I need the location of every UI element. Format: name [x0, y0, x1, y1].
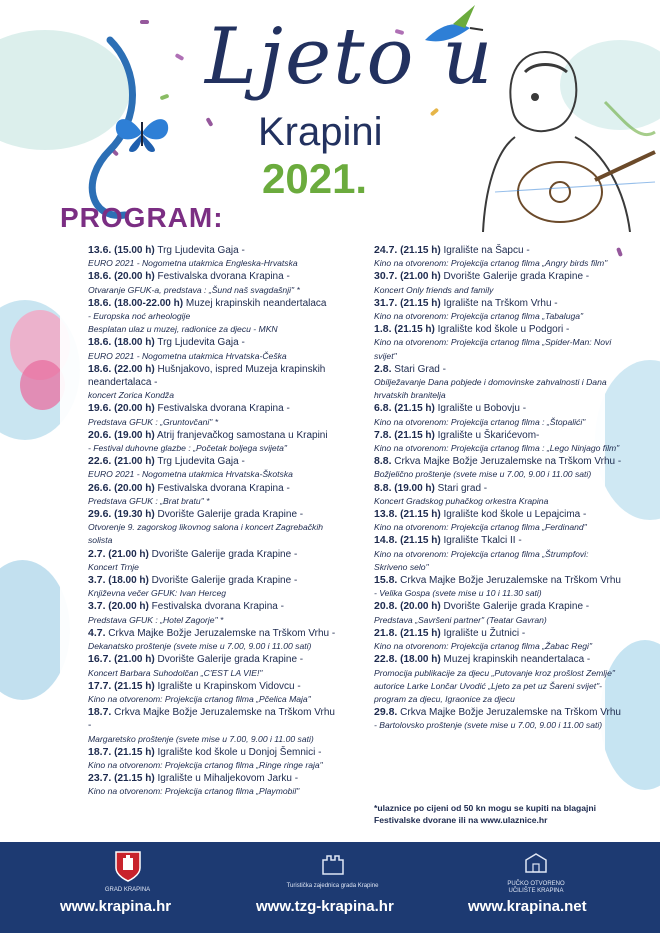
event-time: (21.15 h) [114, 746, 155, 758]
tzg-logo [285, 850, 380, 890]
event-place: Muzej krapinskih neandertalaca [185, 297, 327, 309]
event-place: Festivalska dvorana Krapina - [157, 271, 290, 283]
title-year: 2021. [262, 155, 368, 202]
program-event [374, 244, 624, 270]
event-description: Obilježavanje Dana pobjede i domovinske zahvalnosti i Dana hrvatskih branitelja [374, 377, 607, 401]
event-place: Igralište u Bobovju - [437, 403, 527, 415]
event-date: 18.6. [88, 362, 112, 375]
event-time: (21.15 h) [400, 509, 441, 521]
link-krapina-hr[interactable]: www.krapina.hr [60, 898, 172, 915]
event-place: Crkva Majke Božje Jeruzalemske na Trškom Vrhu [400, 707, 621, 719]
event-time: (19.00 h) [394, 482, 435, 494]
poster-header [0, 0, 660, 240]
event-time: (18.00 h) [400, 654, 441, 666]
event-date: 26.6. [88, 481, 112, 494]
event-date: 1.8. [374, 323, 392, 336]
event-heading [374, 535, 522, 546]
event-place: Atrij franjevačkog samostana u Krapini [156, 429, 328, 441]
program-event [88, 270, 338, 296]
event-heading [374, 601, 589, 612]
event-time: (20.00 h) [114, 403, 155, 415]
event-date: 20.6. [88, 428, 112, 441]
event-place: Dvorište Galerije grada Krapine - [151, 548, 298, 560]
program-event [374, 429, 624, 455]
event-time: (21.15 h) [114, 773, 155, 785]
program-event [88, 363, 338, 403]
event-heading [88, 298, 327, 309]
event-time: (20.00 h) [108, 601, 149, 613]
program-event [374, 653, 624, 706]
event-time: (21.15 h) [400, 535, 441, 547]
event-date: 8.8. [374, 481, 392, 494]
event-heading [374, 271, 589, 282]
event-description: Predstava GFUK : „Hotel Zagorje" * [88, 614, 224, 625]
event-description: koncert Zorica Kondža [88, 390, 174, 401]
program-event [374, 323, 624, 363]
event-heading [374, 430, 539, 441]
event-time: (15.00 h) [114, 245, 155, 256]
program-event [88, 706, 338, 746]
event-place: Igralište u Žutnici - [443, 627, 526, 639]
event-heading [88, 364, 325, 388]
event-time: (21.00 h) [114, 654, 155, 666]
event-place: Igralište kod škole u Lepajcima - [443, 509, 587, 521]
flower-pink [20, 360, 65, 410]
logo-caption-grad: GRAD KRAPINA [104, 887, 151, 893]
event-date: 4.7. [88, 626, 106, 639]
event-heading [88, 707, 335, 731]
event-heading [88, 430, 328, 441]
event-place: Trg Ljudevita Gaja - [157, 456, 245, 468]
program-column-left [88, 244, 338, 799]
event-time: (19.30 h) [114, 509, 155, 521]
event-description: Kino na otvorenom: Projekcija crtanog filma „Štrumpfovi: Skriveno selo" [374, 548, 589, 572]
program-event [88, 680, 338, 706]
event-time: (20.00 h) [114, 271, 155, 283]
event-description: Kino na otvorenom: Projekcija crtanog filma : „Štopalići" [374, 416, 586, 427]
event-place: Stari Grad - [394, 363, 446, 375]
event-place: Crkva Majke Božje Jeruzalemske na Trškom Vrhu - [394, 456, 622, 468]
program-event [88, 244, 338, 270]
event-date: 8.8. [374, 455, 392, 468]
logo-caption-tzg: Turistička zajednica grada Krapine [286, 883, 379, 889]
program-event [88, 746, 338, 772]
event-time: (21.15 h) [400, 297, 441, 309]
program-event [374, 600, 624, 626]
event-heading [88, 681, 301, 692]
event-heading [374, 245, 530, 256]
event-place: Dvorište Galerije grada Krapine - [443, 271, 590, 283]
program-event [88, 336, 338, 362]
event-heading [88, 509, 303, 520]
event-description: Kino na otvorenom: Projekcija crtanog filma „Spider-Man: Novi svijet" [374, 337, 612, 361]
event-place: Hušnjakovo, ispred Muzeja krapinskih neandertalaca - [88, 363, 326, 389]
grad-krapina-logo [90, 850, 165, 894]
program-event [88, 482, 338, 508]
event-description: Književna večer GFUK: Ivan Herceg [88, 588, 227, 599]
program-event [374, 482, 624, 508]
event-heading [374, 298, 558, 309]
event-date: 21.8. [374, 626, 398, 639]
event-heading [374, 456, 621, 467]
event-description: Kino na otvorenom: Projekcija crtanog filma „Tabaluga" [374, 311, 584, 322]
event-description: Kino na otvorenom: Projekcija crtanog filma „Ringe ringe raja" [88, 759, 323, 770]
event-place: Igralište u Mihaljekovom Jarku - [157, 773, 299, 785]
event-date: 18.7. [88, 706, 112, 719]
event-date: 3.7. [88, 600, 106, 613]
event-heading [88, 403, 290, 414]
event-description: Margaretsko proštenje (svete mise u 7.00, 9.00 i 11.00 sati) [88, 733, 314, 744]
event-time: (21.00 h) [400, 271, 441, 283]
event-heading [88, 628, 335, 639]
event-description: Koncert Gradskog puhačkog orkestra Krapina [374, 495, 549, 506]
program-event [374, 297, 624, 323]
event-date: 13.8. [374, 508, 398, 521]
event-description: Predstava GFUK : „Gruntovčani" * [88, 416, 219, 427]
program-heading: PROGRAM: [60, 202, 224, 233]
program-event [88, 600, 338, 626]
event-description: Kino na otvorenom: Projekcija crtanog filma „Pčelica Maja" [88, 693, 311, 704]
event-time: (21.00 h) [108, 548, 149, 560]
event-date: 23.7. [88, 772, 112, 785]
event-date: 2.7. [88, 547, 106, 560]
program-event [88, 402, 338, 428]
event-description: EURO 2021 - Nogometna utakmica Hrvatska-Češka [88, 350, 287, 361]
program-event [88, 455, 338, 481]
event-place: Crkva Majke Božje Jeruzalemske na Trškom Vrhu [400, 575, 621, 587]
event-date: 3.7. [88, 574, 106, 587]
event-place: Muzej krapinskih neandertalaca - [443, 654, 591, 666]
event-place: Trg Ljudevita Gaja - [157, 337, 245, 349]
event-description: Kino na otvorenom: Projekcija crtanog filma „Angry birds film" [374, 258, 608, 269]
event-date: 18.7. [88, 745, 112, 758]
event-heading [374, 324, 569, 335]
event-date: 22.8. [374, 653, 398, 666]
program-event [88, 653, 338, 679]
event-description: Koncert Only friends and family [374, 284, 494, 295]
event-date: 18.6. [88, 336, 112, 349]
event-description: Predstava „Savršeni partner" (Teatar Gavran) [374, 614, 547, 625]
program-event [374, 574, 624, 600]
event-date: 17.7. [88, 679, 112, 692]
event-description: - Bartolovsko proštenje (svete mise u 7.00, 9.00 i 11.00 sati) [374, 720, 603, 731]
event-heading [88, 575, 297, 586]
event-date: 2.8. [374, 362, 392, 375]
program-event [374, 455, 624, 481]
event-date: 31.7. [374, 296, 398, 309]
event-date: 24.7. [374, 244, 398, 256]
event-date: 16.7. [88, 653, 112, 666]
event-place: Festivalska dvorana Krapina - [151, 601, 284, 613]
pou-logo [505, 850, 567, 895]
event-place: Stari grad - [437, 482, 488, 494]
title-ljeto-u: Ljeto u [205, 12, 495, 102]
event-description: Promocija publikacije za djecu „Putovanje kroz prošlost Zemlje" autorice Larke Lončar Uvodić „Ljeto za pet uz Šareni svijet"- program za djecu, Igraonice za djecu [374, 667, 615, 704]
event-date: 6.8. [374, 402, 392, 415]
event-time: (18.00 h) [114, 337, 155, 349]
event-heading [374, 707, 621, 718]
event-place: Trg Ljudevita Gaja - [157, 245, 245, 256]
event-heading [374, 575, 621, 586]
program-event [88, 508, 338, 548]
event-time: (19.00 h) [114, 429, 155, 441]
event-time: (21.15 h) [400, 245, 441, 256]
event-time: (21.15 h) [394, 324, 435, 336]
event-description: Otvaranje GFUK-a, predstava : „Šund naš svagdašnji" * [88, 284, 300, 295]
event-time: (20.00 h) [400, 601, 441, 613]
event-description: - Festival duhovne glazbe : „Početak boljega svijeta" [88, 443, 287, 454]
event-description: Božjelično proštenje (svete mise u 7.00, 9.00 i 11.00 sati) [374, 469, 592, 480]
event-place: Festivalska dvorana Krapina - [157, 403, 290, 415]
event-description: Kino na otvorenom: Projekcija crtanog filma : „Lego Ninjago film" [374, 443, 620, 454]
program-event [374, 627, 624, 653]
event-time: (22.00 h) [114, 363, 155, 375]
event-place: Dvorište Galerije grada Krapine - [157, 509, 304, 521]
program-event [88, 323, 338, 336]
program-event [88, 627, 338, 653]
program-event [374, 534, 624, 574]
event-time: (21.00 h) [114, 456, 155, 468]
event-heading [88, 271, 290, 282]
event-heading [88, 337, 245, 348]
event-date: 19.6. [88, 402, 112, 415]
event-description: Predstava GFUK : „Brat bratu" * [88, 495, 210, 506]
event-description: EURO 2021 - Nogometna utakmica Hrvatska-Škotska [88, 469, 293, 480]
coat-of-arms-icon [114, 850, 142, 882]
event-heading [374, 403, 526, 414]
event-description: - Velika Gospa (svete mise u 10 i 11.30 sati) [374, 588, 542, 599]
event-description: EURO 2021 - Nogometna utakmica Engleska-Hrvatska [88, 258, 298, 269]
event-description: Dekanatsko proštenje (svete mise u 7.00, 9.00 i 11.00 sati) [88, 641, 312, 652]
event-heading [374, 364, 446, 375]
event-heading [88, 654, 303, 665]
event-place: Dvorište Galerije grada Krapine - [443, 601, 590, 613]
event-date: 15.8. [374, 574, 398, 587]
event-description: Kino na otvorenom: Projekcija crtanog filma „Žabac Regi" [374, 641, 592, 652]
event-place: Igralište na Šapcu - [443, 245, 530, 256]
castle-icon [319, 850, 347, 878]
link-krapina-net[interactable]: www.krapina.net [468, 898, 587, 915]
event-heading [88, 601, 284, 612]
event-place: Dvorište Galerije grada Krapine - [151, 575, 298, 587]
event-date: 14.8. [374, 534, 398, 547]
program-column-right [374, 244, 624, 733]
event-place: Igralište kod škole u Donjoj Šemnici - [157, 746, 322, 758]
event-date: 18.6. [88, 296, 112, 309]
program-event [374, 270, 624, 296]
event-time: (21.15 h) [400, 627, 441, 639]
event-date: 20.8. [374, 600, 398, 613]
event-date: 22.6. [88, 455, 112, 468]
program-event [88, 429, 338, 455]
event-heading [88, 456, 245, 467]
event-heading [374, 509, 586, 520]
building-icon [523, 850, 549, 876]
event-heading [88, 245, 245, 256]
event-heading [88, 549, 297, 560]
program-event [374, 508, 624, 534]
event-heading [88, 747, 321, 758]
event-description: Kino na otvorenom: Projekcija crtanog filma „Ferdinand" [374, 522, 587, 533]
event-place: Festivalska dvorana Krapina - [157, 482, 290, 494]
event-description: Kino na otvorenom: Projekcija crtanog filma „Playmobil" [88, 786, 300, 797]
event-date: 29.8. [374, 706, 398, 719]
logo-caption-pou: PUČKO OTVORENO UČILIŠTE KRAPINA [507, 881, 565, 894]
event-place: Crkva Majke Božje Jeruzalemske na Trškom Vrhu - [88, 707, 335, 732]
event-place: Igralište u Škarićevom- [437, 429, 540, 441]
event-description: Besplatan ulaz u muzej, radionice za djecu - MKN [88, 324, 278, 335]
event-time: (21.15 h) [114, 680, 155, 692]
link-tzg-krapina-hr[interactable]: www.tzg-krapina.hr [256, 898, 394, 915]
event-heading [374, 628, 525, 639]
program-event [88, 574, 338, 600]
event-place: Crkva Majke Božje Jeruzalemske na Trškom Vrhu - [108, 627, 336, 639]
event-place: Igralište Tkalci II - [443, 535, 522, 547]
event-time: (20.00 h) [114, 482, 155, 494]
event-description: - Europska noć arheologije [88, 311, 191, 322]
event-date: 7.8. [374, 428, 392, 441]
event-heading [88, 483, 290, 494]
program-panel [60, 236, 622, 836]
program-event [88, 548, 338, 574]
footer-bar [0, 842, 660, 933]
program-event [374, 402, 624, 428]
event-date: 30.7. [374, 270, 398, 283]
event-date: 13.6. [88, 244, 112, 256]
title-krapini: Krapini [258, 110, 383, 154]
program-event [88, 297, 338, 323]
event-heading [374, 483, 487, 494]
event-date: 18.6. [88, 270, 112, 283]
event-heading [374, 654, 590, 665]
event-place: Igralište u Krapinskom Vidovcu - [157, 680, 301, 692]
event-time: (18.00-22.00 h) [114, 297, 184, 309]
ticket-note: *ulaznice po cijeni od 50 kn mogu se kupiti na blagajni Festivalske dvorane ili na www.ulaznice.hr [374, 803, 597, 825]
program-event [374, 706, 624, 732]
event-place: Dvorište Galerije grada Krapine - [157, 654, 304, 666]
event-time: (21.15 h) [394, 403, 435, 415]
event-date: 29.6. [88, 508, 112, 521]
event-description: Otvorenje 9. zagorskog likovnog salona i koncert Zagrebačkih solista [88, 522, 324, 546]
program-event [88, 772, 338, 798]
event-heading [88, 773, 298, 784]
event-time: (18.00 h) [108, 575, 149, 587]
event-description: Koncert Barbara Suhodolčan „C'EST LA VIE!" [88, 667, 263, 678]
program-event [374, 363, 624, 403]
event-place: Igralište na Trškom Vrhu - [443, 297, 558, 309]
event-description: Koncert Trnje [88, 561, 139, 572]
event-time: (21.15 h) [394, 429, 435, 441]
event-place: Igralište kod škole u Podgori - [437, 324, 570, 336]
